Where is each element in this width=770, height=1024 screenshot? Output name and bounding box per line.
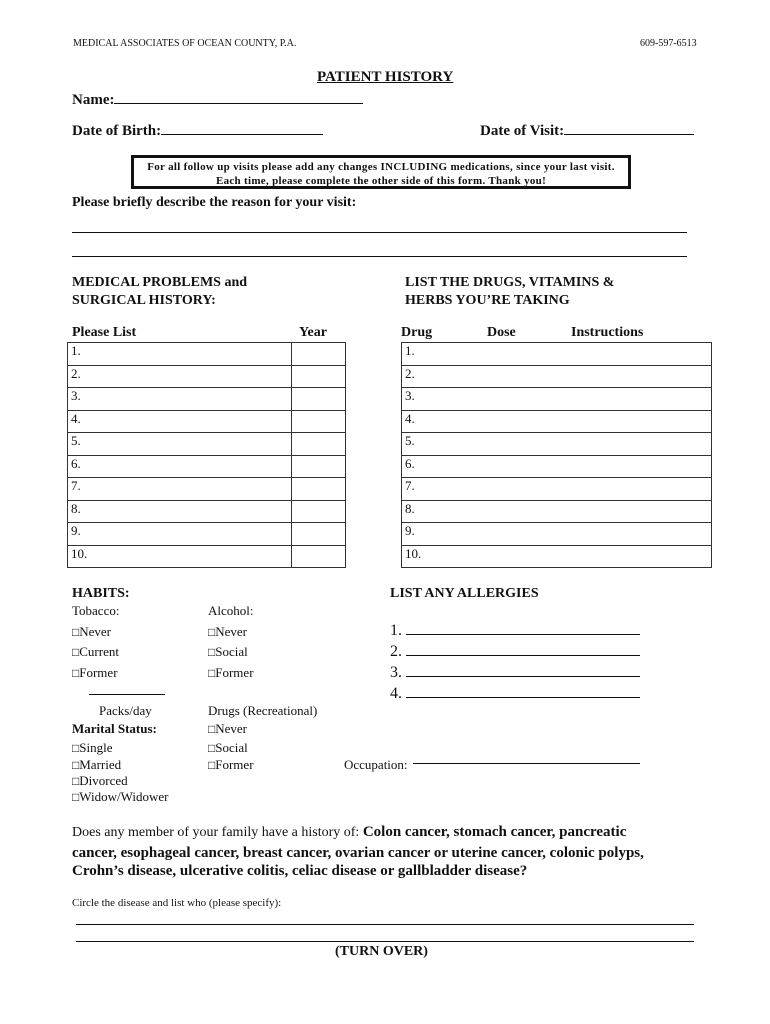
- notice-line-1: For all follow up visits please add any changes INCLUDING medications, since your last visit.: [147, 161, 615, 173]
- allergy-num: 1.: [390, 622, 402, 639]
- medical-heading-1: MEDICAL PROBLEMS and: [72, 275, 248, 290]
- year-cell[interactable]: [292, 500, 346, 523]
- drugs-heading-1: LIST THE DRUGS, VITAMINS &: [405, 275, 615, 290]
- packs-line[interactable]: [89, 694, 165, 695]
- allergy-item[interactable]: [390, 620, 640, 640]
- option-label: Social: [215, 644, 248, 659]
- allergy-line[interactable]: [406, 641, 640, 656]
- table-row[interactable]: [68, 455, 346, 478]
- family-diseases-1: Colon cancer, stomach cancer, pancreatic: [362, 824, 627, 840]
- year-cell[interactable]: [292, 433, 346, 456]
- tobacco-former-option[interactable]: [72, 665, 118, 681]
- drugs-col-instructions: Instructions: [571, 325, 644, 340]
- name-label: Name:: [72, 92, 115, 108]
- medical-row-num: 8.: [68, 500, 292, 523]
- allergy-line[interactable]: [406, 620, 640, 635]
- year-cell[interactable]: [292, 365, 346, 388]
- option-label: Social: [215, 740, 248, 755]
- table-row[interactable]: [402, 388, 712, 411]
- table-row[interactable]: [68, 523, 346, 546]
- option-label: Former: [215, 665, 254, 680]
- family-line[interactable]: [76, 941, 694, 942]
- follow-up-notice: [131, 155, 631, 189]
- dob-field[interactable]: [72, 120, 323, 140]
- visit-label: Date of Visit:: [480, 123, 565, 139]
- occupation-label: Occupation:: [344, 757, 408, 772]
- medical-row-num: 6.: [68, 455, 292, 478]
- table-row[interactable]: [68, 365, 346, 388]
- page-title: PATIENT HISTORY: [317, 69, 454, 85]
- table-row[interactable]: [68, 343, 346, 366]
- allergy-line[interactable]: [406, 683, 640, 698]
- drugs-never-option[interactable]: [208, 721, 247, 737]
- family-prefix: Does any member of your family have a history of:: [72, 825, 360, 840]
- medical-row-num: 7.: [68, 478, 292, 501]
- medical-col-list: Please List: [72, 325, 137, 340]
- option-label: Married: [79, 757, 122, 772]
- option-label: Never: [79, 624, 112, 639]
- tobacco-current-option[interactable]: [72, 644, 119, 660]
- table-row[interactable]: [68, 500, 346, 523]
- turn-over: (TURN OVER): [335, 944, 428, 959]
- table-row[interactable]: [68, 478, 346, 501]
- practice-phone: 609-597-6513: [640, 38, 697, 49]
- year-cell[interactable]: [292, 455, 346, 478]
- medical-row-num: 5.: [68, 433, 292, 456]
- drug-row-num: 9.: [402, 523, 712, 546]
- marital-married-option[interactable]: [72, 757, 121, 773]
- medical-table: [67, 342, 346, 568]
- year-cell[interactable]: [292, 410, 346, 433]
- visit-line: [564, 120, 694, 135]
- notice-line-2: Each time, please complete the other side of this form. Thank you!: [215, 175, 547, 187]
- drugs-table: [401, 342, 712, 568]
- year-cell[interactable]: [292, 388, 346, 411]
- allergy-num: 4.: [390, 685, 402, 702]
- drug-row-num: 3.: [402, 388, 712, 411]
- dob-label: Date of Birth:: [72, 123, 162, 139]
- medical-heading-2: SURGICAL HISTORY:: [72, 293, 216, 308]
- drug-row-num: 10.: [402, 545, 712, 568]
- option-label: Never: [215, 721, 248, 736]
- table-row[interactable]: [402, 478, 712, 501]
- medical-row-num: 9.: [68, 523, 292, 546]
- drugs-social-option[interactable]: [208, 740, 248, 756]
- family-diseases-3: Crohn’s disease, ulcerative colitis, celiac disease or gallbladder disease?: [72, 863, 528, 879]
- medical-row-num: 3.: [68, 388, 292, 411]
- drugs-heading-2: HERBS YOU’RE TAKING: [405, 293, 570, 308]
- table-row[interactable]: [402, 500, 712, 523]
- allergy-line[interactable]: [406, 662, 640, 677]
- drug-row-num: 2.: [402, 365, 712, 388]
- occupation-line[interactable]: [413, 763, 640, 764]
- option-label: Current: [79, 644, 119, 659]
- year-cell[interactable]: [292, 523, 346, 546]
- table-row[interactable]: [68, 545, 346, 568]
- packs-label: Packs/day: [99, 703, 152, 718]
- drugs-col-dose: Dose: [487, 325, 516, 340]
- table-row[interactable]: [402, 433, 712, 456]
- option-label: Single: [79, 740, 113, 755]
- marital-divorced-option[interactable]: [72, 773, 128, 789]
- marital-single-option[interactable]: [72, 740, 112, 756]
- table-row[interactable]: [68, 388, 346, 411]
- table-row[interactable]: [68, 433, 346, 456]
- table-row[interactable]: [402, 545, 712, 568]
- allergy-item[interactable]: [390, 662, 640, 682]
- table-row[interactable]: [402, 410, 712, 433]
- table-row[interactable]: [402, 523, 712, 546]
- medical-col-year: Year: [299, 325, 327, 340]
- allergy-num: 3.: [390, 664, 402, 681]
- family-line-1: [72, 824, 626, 841]
- reason-label: Please briefly describe the reason for your visit:: [72, 195, 357, 210]
- drug-row-num: 1.: [402, 343, 712, 366]
- name-field[interactable]: [72, 89, 363, 109]
- habits-heading: HABITS:: [72, 586, 130, 601]
- drug-row-num: 6.: [402, 455, 712, 478]
- drug-row-num: 5.: [402, 433, 712, 456]
- medical-row-num: 2.: [68, 365, 292, 388]
- tobacco-label: Tobacco:: [72, 603, 120, 618]
- option-label: Widow/Widower: [79, 789, 169, 804]
- medical-row-num: 4.: [68, 410, 292, 433]
- drugs-former-option[interactable]: [208, 757, 254, 773]
- allergy-item[interactable]: [390, 683, 640, 703]
- year-cell[interactable]: [292, 343, 346, 366]
- marital-label: Marital Status:: [72, 721, 157, 736]
- drugs-rec-label: Drugs (Recreational): [208, 703, 318, 718]
- table-row[interactable]: [68, 410, 346, 433]
- practice-name: MEDICAL ASSOCIATES OF OCEAN COUNTY, P.A.: [73, 38, 297, 49]
- option-label: Never: [215, 624, 248, 639]
- table-row[interactable]: [402, 365, 712, 388]
- drug-row-num: 8.: [402, 500, 712, 523]
- circle-instruction: Circle the disease and list who (please specify):: [72, 897, 282, 909]
- year-cell[interactable]: [292, 478, 346, 501]
- table-row[interactable]: [402, 455, 712, 478]
- drug-row-num: 7.: [402, 478, 712, 501]
- allergy-num: 2.: [390, 643, 402, 660]
- option-label: Former: [215, 757, 254, 772]
- medical-row-num: 1.: [68, 343, 292, 366]
- reason-line-2[interactable]: [72, 256, 687, 257]
- option-label: Divorced: [79, 773, 128, 788]
- name-line: [114, 89, 363, 104]
- drug-row-num: 4.: [402, 410, 712, 433]
- family-diseases-2: cancer, esophageal cancer, breast cancer, ovarian cancer or uterine cancer, colonic polyps,: [72, 845, 644, 861]
- tobacco-never-option[interactable]: [72, 624, 111, 640]
- allergy-item[interactable]: [390, 641, 640, 661]
- table-row[interactable]: [402, 343, 712, 366]
- visit-field[interactable]: [480, 120, 694, 140]
- alcohol-never-option[interactable]: [208, 624, 247, 640]
- drugs-col-drug: Drug: [401, 325, 433, 340]
- alcohol-social-option[interactable]: [208, 644, 248, 660]
- marital-widow-option[interactable]: [72, 789, 168, 805]
- year-cell[interactable]: [292, 545, 346, 568]
- family-line[interactable]: [76, 924, 694, 925]
- medical-row-num: 10.: [68, 545, 292, 568]
- allergies-heading: LIST ANY ALLERGIES: [390, 586, 539, 601]
- alcohol-former-option[interactable]: [208, 665, 254, 681]
- alcohol-label: Alcohol:: [208, 603, 254, 618]
- reason-line-1[interactable]: [72, 232, 687, 233]
- dob-line: [161, 120, 323, 135]
- option-label: Former: [79, 665, 118, 680]
